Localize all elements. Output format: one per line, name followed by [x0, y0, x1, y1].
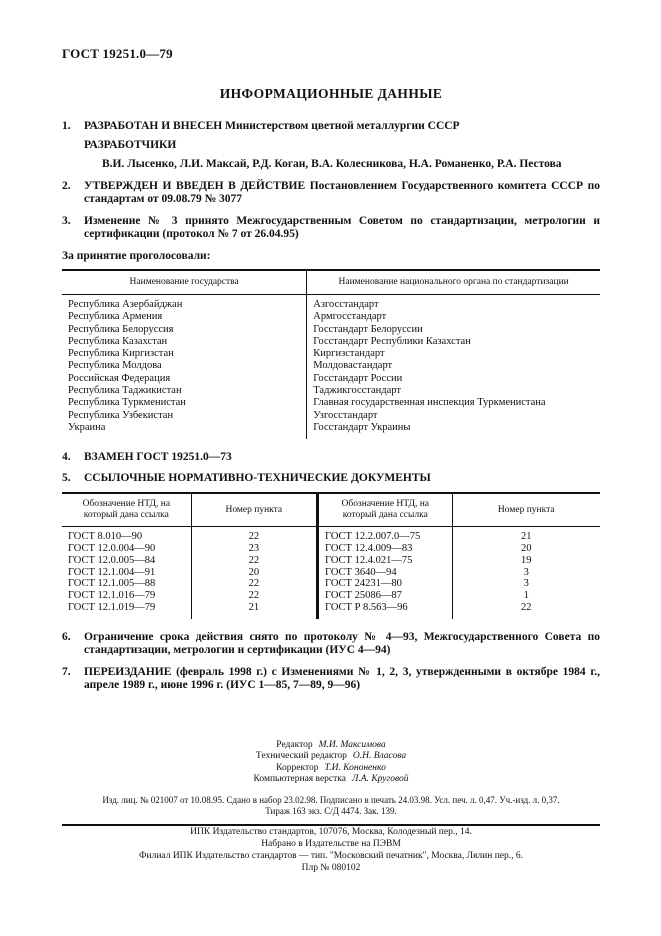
credit-label: Корректор	[276, 762, 319, 773]
table-row	[62, 555, 600, 567]
section-6-text: Ограничение срока действия снято по протоколу № 4—93, Межгосударственного Совета по стандартизации, метрологии и сертификации (ИУС 4—94)	[84, 630, 600, 656]
section-4	[62, 451, 600, 464]
ntd-cell: ГОСТ 25086—87	[318, 590, 453, 602]
table-row	[62, 385, 600, 397]
state-cell: Республика Таджикистан	[62, 385, 307, 397]
developers-label: РАЗРАБОТЧИКИ	[84, 139, 177, 151]
item-cell: 22	[191, 555, 317, 567]
state-cell: Российская Федерация	[62, 373, 307, 385]
table-row	[62, 590, 600, 602]
section-2-text: УТВЕРЖДЕН И ВВЕДЕН В ДЕЙСТВИЕ Постановлением Государственного комитета СССР по стандартам от 09.08.79 № 3077	[84, 180, 600, 205]
section-7	[62, 666, 600, 692]
item-cell: 22	[191, 590, 317, 602]
references-table	[62, 492, 600, 619]
ntd-cell: ГОСТ Р 8.563—96	[318, 602, 453, 619]
item-cell: 20	[521, 543, 532, 555]
table-row	[62, 422, 600, 439]
credit-editor	[62, 740, 600, 752]
ntd-cell: ГОСТ 12.0.005—84	[62, 555, 191, 567]
imprint-block	[62, 740, 600, 874]
item-cell: 3	[523, 578, 529, 590]
item-cell: 21	[191, 602, 317, 619]
section-3-number: 3.	[62, 215, 71, 227]
state-cell: Республика Узбекистан	[62, 410, 307, 422]
section-5-text: ССЫЛОЧНЫЕ НОРМАТИВНО-ТЕХНИЧЕСКИЕ ДОКУМЕНТЫ	[84, 472, 431, 485]
page-title: ИНФОРМАЦИОННЫЕ ДАННЫЕ	[219, 86, 443, 101]
org-cell: Госстандарт Белоруссии	[313, 323, 423, 335]
table-row	[62, 324, 600, 336]
ntd-cell: ГОСТ 8.010—90	[62, 527, 191, 543]
references-header-row	[62, 493, 600, 527]
section-1-text: РАЗРАБОТАН И ВНЕСЕН Министерством цветной металлургии СССР	[84, 120, 460, 132]
ntd-cell: ГОСТ 12.1.005—88	[62, 578, 191, 590]
table-row	[62, 527, 600, 543]
credit-corrector	[62, 763, 600, 775]
edition-info-line1: Изд. лиц. № 021007 от 10.08.95. Сдано в набор 23.02.98. Подписано в печать 24.03.98. Усл. печ. л. 0,47. Уч.-изд. л. 0,37.	[102, 794, 560, 805]
section-1-number: 1.	[62, 120, 71, 132]
state-cell: Республика Белоруссия	[62, 324, 307, 336]
credit-layout	[62, 774, 600, 786]
ntd-cell: ГОСТ 12.1.004—91	[62, 567, 191, 579]
section-7-text: ПЕРЕИЗДАНИЕ (февраль 1998 г.) с Изменениями № 1, 2, 3, утвержденными в октябре 1984 г., апреле 1989 г., июне 1996 г. (ИУС 1—85, 7—89, 9—96)	[84, 665, 600, 691]
ntd-cell: ГОСТ 12.4.021—75	[318, 555, 453, 567]
table-row	[62, 295, 600, 312]
item-cell: 20	[191, 567, 317, 579]
publisher-plr: Плр № 080102	[301, 862, 361, 873]
credit-label: Технический редактор	[255, 751, 347, 762]
credit-label: Редактор	[276, 739, 313, 750]
section-5-number: 5.	[62, 472, 71, 485]
credit-tech-editor	[62, 751, 600, 763]
edition-info-line2: Тираж 163 экз. С/Д 4474. Зак. 139.	[265, 805, 397, 816]
table-row	[62, 336, 600, 348]
state-cell: Республика Туркменистан	[62, 397, 307, 409]
item-cell: 3	[523, 566, 529, 578]
credit-label: Компьютерная верстка	[253, 774, 346, 785]
table-row	[62, 410, 600, 422]
credit-name: Т.И. Кононенко	[324, 762, 386, 773]
org-cell: Главная государственная инспекция Туркменистана	[313, 397, 546, 409]
vote-intro: За принятие проголосовали:	[62, 250, 211, 262]
ntd-cell: ГОСТ 12.4.009—83	[318, 543, 453, 555]
table-row	[62, 602, 600, 619]
developers-names: В.И. Лысенко, Л.И. Максай, Р.Д. Коган, В.А. Колесникова, Н.А. Романенко, Р.А. Пестова	[102, 158, 562, 170]
table-row	[62, 360, 600, 372]
state-cell: Республика Молдова	[62, 360, 307, 372]
credit-name: О.Н. Власова	[352, 751, 407, 762]
vote-col-header-state: Наименование государства	[62, 270, 307, 295]
section-6-number: 6.	[62, 630, 71, 643]
table-row	[62, 567, 600, 579]
ntd-cell: ГОСТ 12.1.019—79	[62, 602, 191, 619]
org-cell: Госстандарт России	[313, 372, 403, 384]
publisher-address: ИПК Издательство стандартов, 107076, Москва, Колодезный пер., 14.	[190, 826, 472, 837]
ref-col-header-item-right: Номер пункта	[452, 493, 600, 527]
ntd-cell: ГОСТ 12.1.016—79	[62, 590, 191, 602]
ref-col-header-ntd-left: Обозначение НТД, на который дана ссылка	[62, 493, 191, 527]
table-row	[62, 397, 600, 409]
table-row	[62, 373, 600, 385]
org-cell: Киргизстандарт	[313, 348, 385, 360]
section-6	[62, 631, 600, 657]
state-cell: Республика Армения	[62, 311, 307, 323]
credit-name: Л.А. Круговой	[351, 774, 409, 785]
section-2	[62, 180, 600, 206]
vote-col-header-org: Наименование национального органа по стандартизации	[307, 270, 600, 295]
state-cell: Республика Киргизстан	[62, 348, 307, 360]
section-4-text: ВЗАМЕН ГОСТ 19251.0—73	[84, 451, 232, 464]
section-3	[62, 215, 600, 241]
item-cell: 1	[523, 590, 529, 602]
state-cell: Республика Казахстан	[62, 336, 307, 348]
item-cell: 23	[191, 543, 317, 555]
section-3-text: Изменение № 3 принято Межгосударственным Советом по стандартизации, метрологии и сертификации (протокол № 7 от 26.04.95)	[84, 215, 600, 240]
item-cell: 22	[521, 602, 532, 614]
state-cell: Украина	[62, 422, 307, 439]
vote-table	[62, 269, 600, 439]
section-7-number: 7.	[62, 665, 71, 678]
org-cell: Армгосстандарт	[313, 311, 387, 323]
item-cell: 19	[521, 554, 532, 566]
vote-table-header-row	[62, 270, 600, 295]
table-row	[62, 311, 600, 323]
section-5	[62, 472, 600, 485]
org-cell: Азгосстандарт	[313, 299, 379, 310]
item-cell: 22	[191, 578, 317, 590]
org-cell: Госстандарт Украины	[313, 421, 411, 433]
ref-col-header-item-left: Номер пункта	[191, 493, 317, 527]
publisher-branch: Филиал ИПК Издательство стандартов — тип. "Московский печатник", Москва, Лялин пер., 6.	[138, 850, 523, 861]
item-cell: 21	[521, 531, 532, 543]
table-row	[62, 543, 600, 555]
item-cell: 22	[191, 527, 317, 543]
ntd-cell: ГОСТ 12.2.007.0—75	[318, 527, 453, 543]
ntd-cell: ГОСТ 12.0.004—90	[62, 543, 191, 555]
table-row	[62, 578, 600, 590]
ref-col-header-ntd-right: Обозначение НТД, на который дана ссылка	[318, 493, 453, 527]
table-row	[62, 348, 600, 360]
publisher-typeset: Набрано в Издательстве на ПЭВМ	[261, 838, 401, 849]
org-cell: Таджикгосстандарт	[313, 385, 401, 397]
ntd-cell: ГОСТ 3640—94	[318, 567, 453, 579]
org-cell: Госстандарт Республики Казахстан	[313, 335, 471, 347]
state-cell: Республика Азербайджан	[62, 295, 307, 312]
ntd-cell: ГОСТ 24231—80	[318, 578, 453, 590]
section-1	[62, 120, 600, 133]
org-cell: Молдовастандарт	[313, 360, 393, 372]
section-2-number: 2.	[62, 180, 71, 192]
doc-number: ГОСТ 19251.0—79	[62, 46, 173, 61]
credit-name: М.И. Максимова	[318, 739, 386, 750]
section-4-number: 4.	[62, 451, 71, 464]
org-cell: Узгосстандарт	[313, 409, 378, 421]
